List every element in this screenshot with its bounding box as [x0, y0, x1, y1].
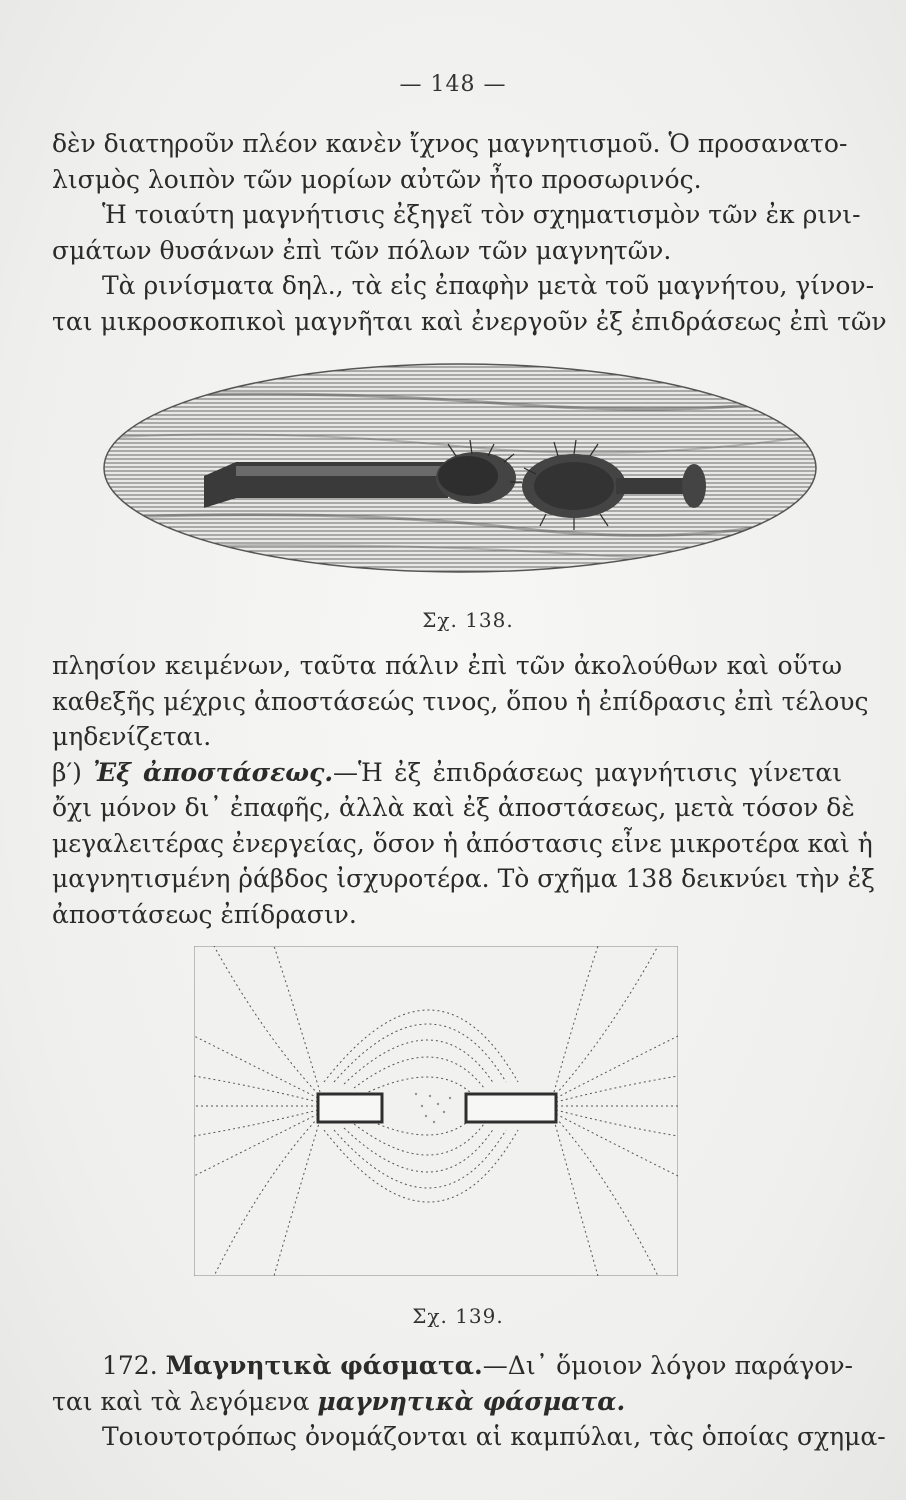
text-line: μηδενίζεται. — [52, 722, 212, 751]
text-line: ται μικροσκοπικοὶ μαγνῆται καὶ ἐνεργοῦν ἐξ ἐπιδράσεως ἐπὶ τῶν — [52, 306, 887, 336]
figure-138-magnet-filings — [96, 358, 824, 578]
text-line — [52, 1348, 853, 1384]
bottom-text-block — [52, 1348, 886, 1455]
text-line: σμάτων θυσάνων ἐπὶ τῶν πόλων τῶν μαγνητῶν. — [52, 235, 672, 265]
section-text: ται καὶ τὰ λεγόμενα — [52, 1386, 310, 1416]
figure-139-caption: Σχ. 139. — [412, 1304, 504, 1328]
text-line: δὲν διατηροῦν πλέον κανὲν ἴχνος μαγνητισμοῦ. Ὁ προσανατο- — [52, 129, 848, 158]
section-number: 172. — [102, 1351, 158, 1380]
top-text-block — [52, 126, 887, 339]
text-line: ὄχι μόνον δι᾽ ἐπαφῆς, ἀλλὰ καὶ ἐξ ἀποστάσεως, μετὰ τόσον δὲ — [52, 793, 855, 822]
middle-text-block — [52, 648, 875, 932]
text-line: λισμὸς λοιπὸν τῶν μορίων αὐτῶν ἦτο προσωρινός. — [52, 164, 702, 194]
text-line: Τὰ ρινίσματα δηλ., τὰ εἰς ἐπαφὴν μετὰ τοῦ μαγνήτου, γίνον- — [102, 271, 875, 300]
page-number: — 148 — — [399, 72, 507, 97]
text-line — [52, 1384, 842, 1420]
text-line: καθεξῆς μέχρις ἀποστάσεώς τινος, ὅπου ἡ ἐπίδρασις ἐπὶ τέλους — [52, 686, 869, 716]
subsection-label: β′) — [52, 757, 82, 787]
figure-139-magnetic-spectrum — [194, 946, 678, 1276]
text-line: Τοιουτοτρόπως ὀνομάζονται αἱ καμπύλαι, τὰς ὁποίας σχημα- — [102, 1422, 886, 1451]
text-line: Ἡ τοιαύτη μαγνήτισις ἐξηγεῖ τὸν σχηματισμὸν τῶν ἐκ ρινι- — [102, 200, 861, 229]
section-text: —Δι᾽ ὅμοιον λόγον παράγον- — [482, 1351, 853, 1380]
subsection-text: —Ἡ ἐξ ἐπιδράσεως μαγνήτισις γίνεται — [333, 757, 843, 787]
subsection-heading: Ἐξ ἀποστάσεως. — [93, 757, 334, 787]
text-line: μεγαλειτέρας ἐνεργείας, ὅσον ἡ ἀπόστασις εἶνε μικροτέρα καὶ ἡ — [52, 828, 873, 858]
text-line: μαγνητισμένη ῥάβδος ἰσχυροτέρα. Τὸ σχῆμα 138 δεικνύει τὴν ἐξ — [52, 864, 875, 893]
text-line: πλησίον κειμένων, ταῦτα πάλιν ἐπὶ τῶν ἀκολούθων καὶ οὕτω — [52, 651, 842, 680]
section-emphasis: μαγνητικὰ φάσματα. — [317, 1386, 626, 1416]
text-line — [52, 755, 842, 791]
section-heading: Μαγνητικὰ φάσματα. — [165, 1351, 483, 1380]
text-line: ἀποστάσεως ἐπίδρασιν. — [52, 899, 357, 929]
figure-138-caption: Σχ. 138. — [422, 608, 514, 632]
